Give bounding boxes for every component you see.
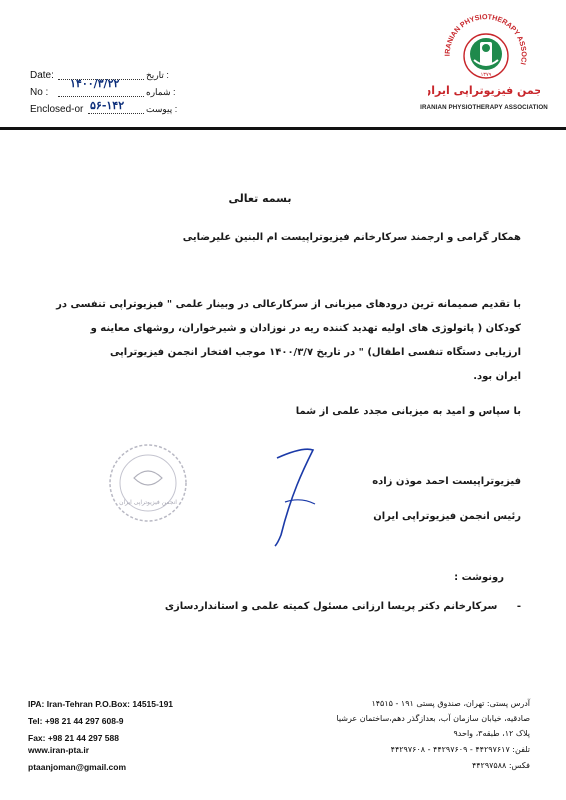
number-label-fa: : شماره (146, 87, 176, 97)
date-row (30, 70, 180, 90)
logo-year: ۱۳۷۹ (480, 72, 492, 78)
number-label: No : (30, 87, 49, 98)
footer-website[interactable]: www.iran-pta.ir (28, 745, 90, 755)
header-rule (0, 127, 566, 130)
cc-item (101, 601, 521, 612)
enclosed-value: ۵۶-۱۴۲ (90, 99, 125, 112)
closing-line: با سپاس و امید به میزبانی مجدد علمی از شما (295, 406, 521, 417)
cc-label: رونوشت : (454, 572, 504, 583)
logo-fa-name: جمن فیزیوتراپی ایرا (431, 84, 540, 97)
handwritten-signature (255, 440, 325, 550)
logo-circle-text: IRANIAN PHYSIOTHERAPY ASSOCI (442, 12, 529, 66)
date-label-fa: : تاریخ (146, 70, 169, 80)
signatory-title: رئیس انجمن فیزیوتراپی ایران (373, 511, 521, 522)
footer-po-box: IPA: Iran-Tehran P.O.Box: 14515-191 (28, 699, 174, 709)
paragraph-line: ارزیابی دستگاه تنفسی اطفال) " در تاریخ ۱۴۰۰/۳/۷ موجب افتخار انجمن فیزیوتراپی (109, 347, 521, 358)
footer-postal-address: آدرس پستی: تهران، صندوق پستی ۱۹۱ - ۱۴۵۱۵ (371, 699, 530, 708)
org-name-en: IRANIAN PHYSIOTHERAPY ASSOCIATION (420, 104, 548, 111)
footer-phones: تلفن: ۴۴۲۹۷۶۱۷ - ۴۴۲۹۷۶۰۹ - ۴۴۲۹۷۶۰۸ (390, 745, 530, 754)
salutation: همکار گرامی و ارجمند سرکارخانم فیزیوتراپیست ام البنین علیرضایی (182, 232, 521, 243)
date-value: ۱۴۰۰/۳/۲۲ (70, 77, 120, 90)
association-logo (428, 8, 540, 116)
document-title: بسمه تعالی (228, 192, 292, 205)
signature-icon (255, 440, 325, 550)
stamp-icon (100, 438, 196, 528)
date-label: Date: (30, 70, 54, 81)
footer-email[interactable]: ptaanjoman@gmail.com (28, 762, 127, 772)
cc-bullet: - (516, 601, 521, 612)
enclosed-row (30, 99, 180, 118)
paragraph-line: ایران بود. (473, 371, 521, 382)
signatory-name: فیزیوتراپیست احمد موذن زاده (372, 476, 521, 487)
logo-emblem-icon (428, 8, 540, 108)
footer-tel: Tel: +98 21 44 297 608-9 (28, 716, 124, 726)
enclosed-label-fa: : پیوست (146, 104, 178, 114)
association-stamp (100, 438, 196, 528)
footer-street-address: صادقیه، خیابان سازمان آب، بعدازگذر دهم،ساختمان عرشیا (336, 714, 530, 723)
enclosed-label: Enclosed-or (30, 104, 84, 115)
paragraph-line: کودکان ( پاتولوژی های اولیه تهدید کننده ریه در نوزادان و شیرخواران، روشهای معاینه و (90, 323, 521, 334)
stamp-text: انجمن فیزیوتراپی ایران (119, 499, 177, 506)
footer-fax: Fax: +98 21 44 297 588 (28, 733, 119, 743)
main-paragraph (51, 297, 521, 385)
footer-fax-fa: فکس: ۴۴۲۹۷۵۸۸ (471, 761, 530, 770)
paragraph-line: با تقدیم صمیمانه ترین درودهای میزبانی از سرکارعالی در وبینار علمی " فیزیوتراپی تنفسی در (56, 299, 521, 310)
footer-unit-address: پلاک ۱۲، طبقه۳، واحد۹ (453, 729, 530, 738)
number-dots (58, 88, 144, 97)
cc-recipient: سرکارخانم دکتر پریسا ارزانی مسئول کمیته علمی و استانداردسازی (164, 601, 498, 612)
